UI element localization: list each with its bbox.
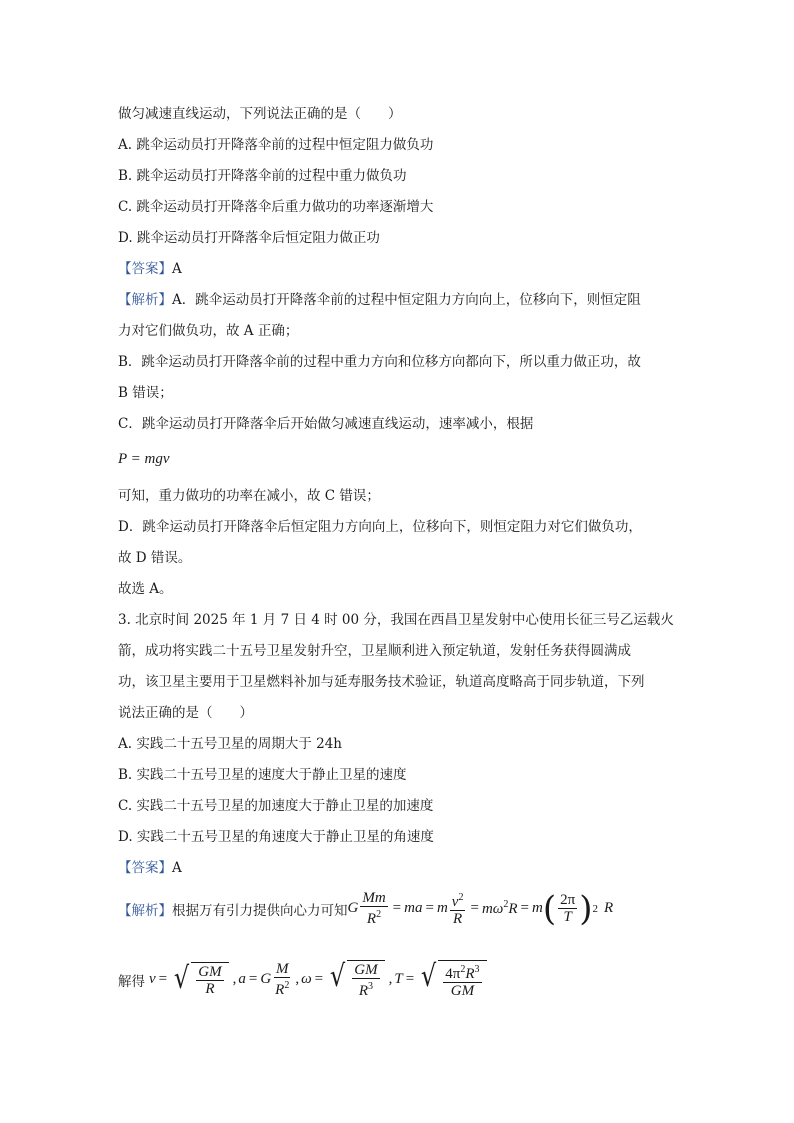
solve-text: 解得 bbox=[118, 973, 145, 990]
q3-solve-formula: 解得 v = √ $\frac{GM}{R}$ , a = G $\frac{M}{R^2}$ , ω = √ $\frac{GM}{R^3}$ , T = √ $\frac{4\pi^2R^3}{GM}$ bbox=[118, 960, 489, 999]
analysis-tag: 【解析】 bbox=[118, 292, 172, 308]
q3-option-a: A. 实践二十五号卫星的周期大于 24h bbox=[118, 736, 342, 752]
q2-stem-tail: 做匀减速直线运动，下列说法正确的是（ ） bbox=[118, 106, 402, 122]
q3-option-d: D. 实践二十五号卫星的角速度大于静止卫星的角速度 bbox=[118, 829, 434, 845]
q2-option-d: D. 跳伞运动员打开降落伞后恒定阻力做正功 bbox=[118, 230, 380, 246]
q3-stem-line-1: 3. 北京时间 2025 年 1 月 7 日 4 时 00 分，我国在西昌卫星发射中心使用长征三号乙运载火 bbox=[118, 612, 674, 628]
answer-value: A bbox=[172, 860, 182, 876]
q2-after-line-4: 故选 A。 bbox=[118, 581, 173, 597]
q2-after-line-2: D．跳伞运动员打开降落伞后恒定阻力方向向上，位移向下，则恒定阻力对它们做负功， bbox=[118, 519, 642, 535]
q2-analysis-line-1 bbox=[118, 291, 641, 309]
q3-stem-line-4: 说法正确的是（ ） bbox=[118, 705, 253, 721]
analysis-text: 根据万有引力提供向心力可知 bbox=[172, 902, 348, 919]
q2-analysis-line-3: B．跳伞运动员打开降落伞前的过程中重力方向和位移方向都向下，所以重力做正功，故 bbox=[118, 354, 641, 370]
q3-answer bbox=[118, 859, 182, 877]
q2-analysis-line-2: 力对它们做负功，故 A 正确； bbox=[118, 323, 299, 339]
q2-option-c: C. 跳伞运动员打开降落伞后重力做功的功率逐渐增大 bbox=[118, 199, 434, 215]
q2-option-a: A. 跳伞运动员打开降落伞前的过程中恒定阻力做负功 bbox=[118, 137, 434, 153]
analysis-tag: 【解析】 bbox=[118, 902, 172, 919]
q2-after-line-3: 故 D 错误。 bbox=[118, 550, 192, 566]
q3-stem-line-2: 箭，成功将实践二十五号卫星发射升空，卫星顺利进入预定轨道，发射任务获得圆满成 bbox=[118, 643, 631, 659]
q2-option-b: B. 跳伞运动员打开降落伞前的过程中重力做负功 bbox=[118, 168, 407, 184]
q2-analysis-line-5: C．跳伞运动员打开降落伞后开始做匀减速直线运动，速率减小，根据 bbox=[118, 416, 534, 432]
analysis-text: A．跳伞运动员打开降落伞前的过程中恒定阻力方向向上，位移向下，则恒定阻 bbox=[172, 292, 641, 308]
answer-tag: 【答案】 bbox=[118, 860, 172, 876]
q2-answer bbox=[118, 260, 182, 278]
q3-analysis-formula: 【解析】根据万有引力提供向心力可知 G $\frac{Mm}{R^2}$ = ma = m $\frac{v^2}{R}$ = $m\omega^2R$ = m ( $\frac{2\pi}{T}$ ) 2 R bbox=[118, 888, 614, 929]
q2-formula: P = mgv bbox=[118, 451, 170, 467]
q3-stem-line-3: 功，该卫星主要用于卫星燃料补加与延寿服务技术验证，轨道高度略高于同步轨道，下列 bbox=[118, 674, 645, 690]
q3-option-b: B. 实践二十五号卫星的速度大于静止卫星的速度 bbox=[118, 767, 407, 783]
q2-after-line-1: 可知，重力做功的功率在减小，故 C 错误； bbox=[118, 488, 380, 504]
answer-value: A bbox=[172, 261, 182, 277]
q2-analysis-line-4: B 错误； bbox=[118, 385, 173, 401]
answer-tag: 【答案】 bbox=[118, 261, 172, 277]
q3-option-c: C. 实践二十五号卫星的加速度大于静止卫星的加速度 bbox=[118, 798, 434, 814]
